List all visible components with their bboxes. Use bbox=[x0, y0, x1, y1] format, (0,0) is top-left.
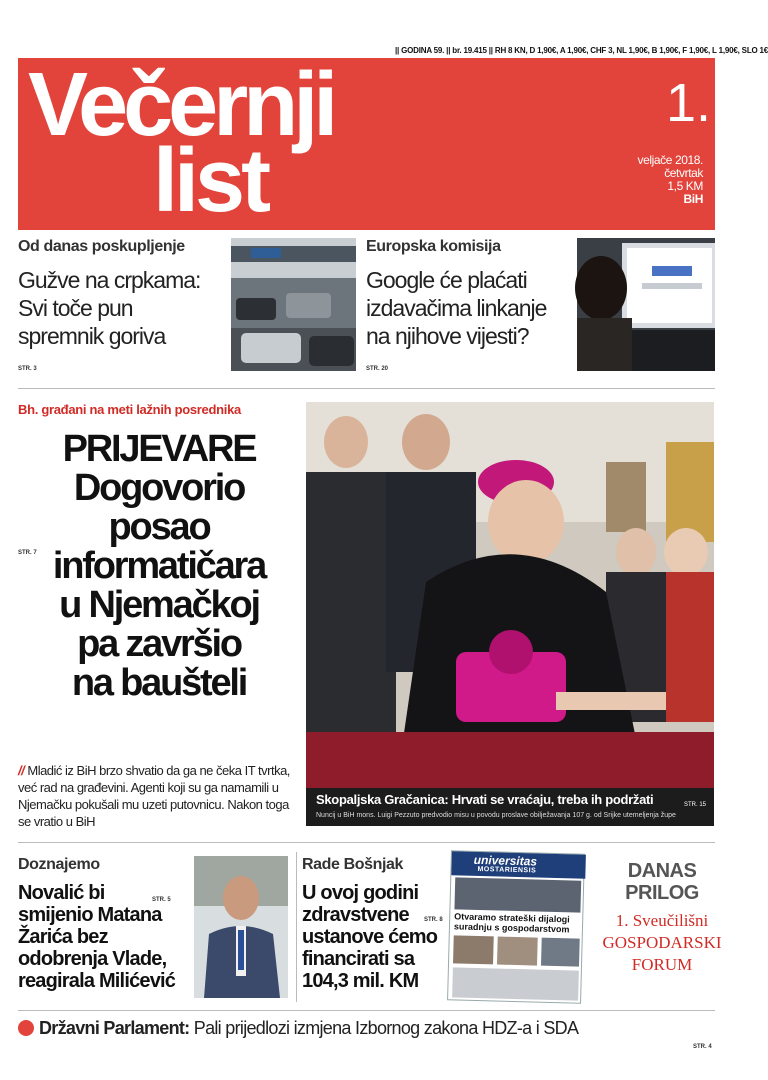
main-headline-line: pa završio bbox=[77, 623, 241, 665]
fuel-headline-line: spremnik goriva bbox=[18, 323, 166, 349]
weekday-text: četvrtak bbox=[664, 166, 703, 180]
novalic-headline-line: Novalić bi bbox=[18, 882, 105, 904]
google-headline-line: Google će plaćati bbox=[366, 267, 527, 293]
cover-title: universitas bbox=[473, 852, 538, 869]
cover-headline bbox=[454, 911, 580, 934]
day-number: 1. bbox=[666, 73, 712, 133]
caption-subtitle: Nuncij u BiH mons. Luigi Pezzuto predvodio misu u povodu proslave obilježavanja 107 g. od Srijke utemeljenja župe bbox=[316, 812, 676, 819]
cover-headline-line: Otvaramo strateški dijalogi bbox=[454, 911, 570, 925]
google-headline-line: na njihove vijesti? bbox=[366, 323, 529, 349]
cover-subtitle: MOSTARIENSIS bbox=[477, 865, 537, 875]
google-headline[interactable] bbox=[366, 266, 578, 350]
cover-photo bbox=[541, 938, 580, 967]
cover-photo-bottom bbox=[452, 967, 579, 1000]
supplement-title-line: GOSPODARSKI bbox=[602, 933, 722, 952]
politician-portrait-photo[interactable] bbox=[194, 856, 288, 998]
bishop-mass-photo[interactable] bbox=[306, 402, 714, 788]
supplement-title-line: FORUM bbox=[631, 955, 693, 974]
fuel-headline-line: Svi toče pun bbox=[18, 295, 133, 321]
supplement-promo[interactable] bbox=[600, 860, 724, 976]
logo-line-1: Večernji bbox=[28, 55, 334, 155]
caption-title: Skopaljska Gračanica: Hrvati se vraćaju, treba ih podržati bbox=[316, 792, 654, 807]
logo-line-2: list bbox=[153, 131, 268, 231]
supplement-label bbox=[600, 860, 724, 904]
novalic-headline-line: reagirala Milićević bbox=[18, 970, 176, 992]
novalic-kicker: Doznajemo bbox=[18, 856, 100, 873]
health-headline-line: financirati sa bbox=[302, 948, 415, 970]
section-divider bbox=[18, 1010, 715, 1011]
bottom-kicker: Državni Parlament: bbox=[39, 1018, 190, 1038]
health-headline-line: 104,3 mil. KM bbox=[302, 970, 419, 992]
section-divider bbox=[18, 388, 715, 389]
novalic-headline-line: smijenio Matana bbox=[18, 904, 162, 926]
cover-headline-line: suradnju s gospodarstvom bbox=[453, 921, 570, 935]
main-headline-line: na baušteli bbox=[71, 662, 247, 704]
main-lead bbox=[18, 762, 303, 830]
main-headline-line: posao bbox=[108, 506, 210, 548]
cover-photo bbox=[497, 937, 538, 966]
supplement-label-line: PRILOG bbox=[625, 882, 699, 904]
health-headline-line: ustanove ćemo bbox=[302, 926, 438, 948]
photo-caption bbox=[306, 788, 714, 826]
column-divider bbox=[296, 852, 297, 1002]
fuel-station-photo[interactable] bbox=[231, 238, 356, 371]
google-page-ref: STR. 20 bbox=[366, 366, 389, 372]
supplement-label-line: DANAS bbox=[627, 860, 697, 882]
main-headline-line: Dogovorio bbox=[73, 467, 245, 509]
novalic-headline-line: odobrenja Vlade, bbox=[18, 948, 167, 970]
caption-page-ref: STR. 15 bbox=[683, 802, 706, 808]
bullet-dot-icon bbox=[18, 1020, 34, 1036]
fuel-page-ref: STR. 3 bbox=[18, 366, 37, 372]
bottom-headline: Pali prijedlozi izmjena Izbornog zakona HDZ-a i SDA bbox=[189, 1018, 579, 1038]
price-text: 1,5 KM bbox=[667, 179, 703, 193]
main-headline-line: u Njemačkoj bbox=[59, 584, 259, 626]
lead-text: Mladić iz BiH brzo shvatio da ga ne čeka IT tvrtka, već rad na građevini. Agenti koji su ga namamili u Njemačku pokušali mu uzeti putovnicu. Nakon toga se vratio u BiH bbox=[18, 763, 290, 829]
supplement-title bbox=[600, 910, 724, 976]
health-headline[interactable] bbox=[302, 882, 447, 992]
masthead bbox=[18, 55, 715, 231]
bottom-page-ref: STR. 4 bbox=[693, 1044, 712, 1050]
date-block bbox=[637, 154, 703, 206]
lead-marker: // bbox=[18, 763, 25, 778]
main-headline-line: informatičara bbox=[52, 545, 266, 587]
main-kicker: Bh. građani na meti lažnih posrednika bbox=[18, 402, 241, 417]
cover-photo bbox=[453, 935, 494, 964]
date-text: veljače 2018. bbox=[637, 153, 703, 167]
health-kicker: Rade Bošnjak bbox=[302, 856, 404, 873]
issue-info-bar: || GODINA 59. || br. 19.415 || RH 8 KN, D 1,90€, A 1,90€, CHF 3, NL 1,90€, B 1,90€, F 1,90€, L 1,90€, SLO 1€ bbox=[395, 46, 768, 55]
google-headline-line: izdavačima linkanje bbox=[366, 295, 547, 321]
bottom-story[interactable] bbox=[18, 1018, 718, 1039]
main-headline-line: PRIJEVARE bbox=[62, 428, 256, 470]
health-page-ref: STR. 8 bbox=[424, 917, 443, 923]
supplement-title-line: 1. Sveučilišni bbox=[615, 911, 709, 930]
fuel-headline-line: Gužve na crpkama: bbox=[18, 267, 201, 293]
supplement-cover[interactable] bbox=[447, 850, 585, 1003]
novalic-page-ref: STR. 5 bbox=[152, 897, 171, 903]
section-divider bbox=[18, 842, 715, 843]
laptop-google-photo[interactable] bbox=[577, 238, 715, 371]
google-kicker: Europska komisija bbox=[366, 238, 501, 255]
fuel-kicker: Od danas poskupljenje bbox=[18, 238, 185, 255]
novalic-headline-line: Žarića bez bbox=[18, 926, 108, 948]
cover-photo-top bbox=[454, 877, 581, 912]
health-headline-line: zdravstvene bbox=[302, 904, 409, 926]
fuel-headline[interactable] bbox=[18, 266, 230, 350]
main-page-ref: STR. 7 bbox=[18, 550, 37, 556]
edition-text: BiH bbox=[683, 192, 703, 206]
main-headline[interactable] bbox=[14, 430, 304, 703]
health-headline-line: U ovoj godini bbox=[302, 882, 419, 904]
